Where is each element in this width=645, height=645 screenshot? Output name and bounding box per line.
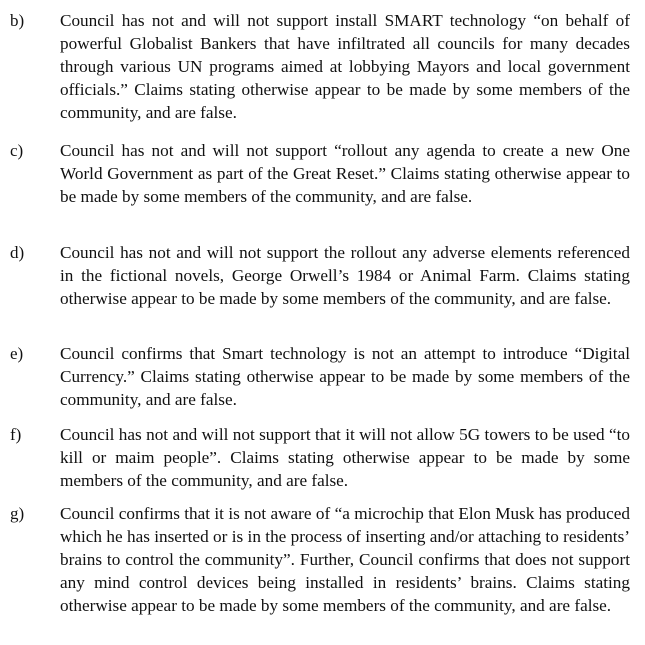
list-marker: b)	[10, 11, 25, 30]
list-item-text: Council has not and will not support that it will not allow 5G towers to be used “to kill or maim people”. Claims stating otherwise appear to be made by some members of the community, and are false.	[60, 425, 630, 491]
list-item-text: Council has not and will not support the rollout any adverse elements referenced in the fictional novels, George Orwell’s 1984 or Animal Farm. Claims stating otherwise appear to be made by some members of the community, and are false.	[60, 243, 630, 309]
list-item-text: Council has not and will not support “rollout any agenda to create a new One World Government as part of the Great Reset.” Claims stating otherwise appear to be made by some members of the community, and are false.	[60, 141, 630, 207]
list-item-text: Council has not and will not support install SMART technology “on behalf of powerful Globalist Bankers that have infiltrated all councils for many decades through various UN programs aimed at lobbying Mayors and local government officials.” Claims stating otherwise appear to be made by some members of the community, and are false.	[60, 11, 630, 123]
list-marker: d)	[10, 243, 25, 262]
list-marker: g)	[10, 504, 25, 523]
list-marker: c)	[10, 141, 24, 160]
list-marker: e)	[10, 344, 24, 363]
list-item-text: Council confirms that Smart technology is not an attempt to introduce “Digital Currency.” Claims stating otherwise appear to be made by some members of the community, and are false.	[60, 344, 630, 410]
list-item-text: Council confirms that it is not aware of “a microchip that Elon Musk has produced which he has inserted or is in the process of inserting and/or attaching to residents’ brains to control the community”. Further, Council confirms that does not support any mind control devices being installed in residents’ brains. Claims stating otherwise appear to be made by some members of the community, and are false.	[60, 504, 630, 616]
list-marker: f)	[10, 425, 22, 444]
